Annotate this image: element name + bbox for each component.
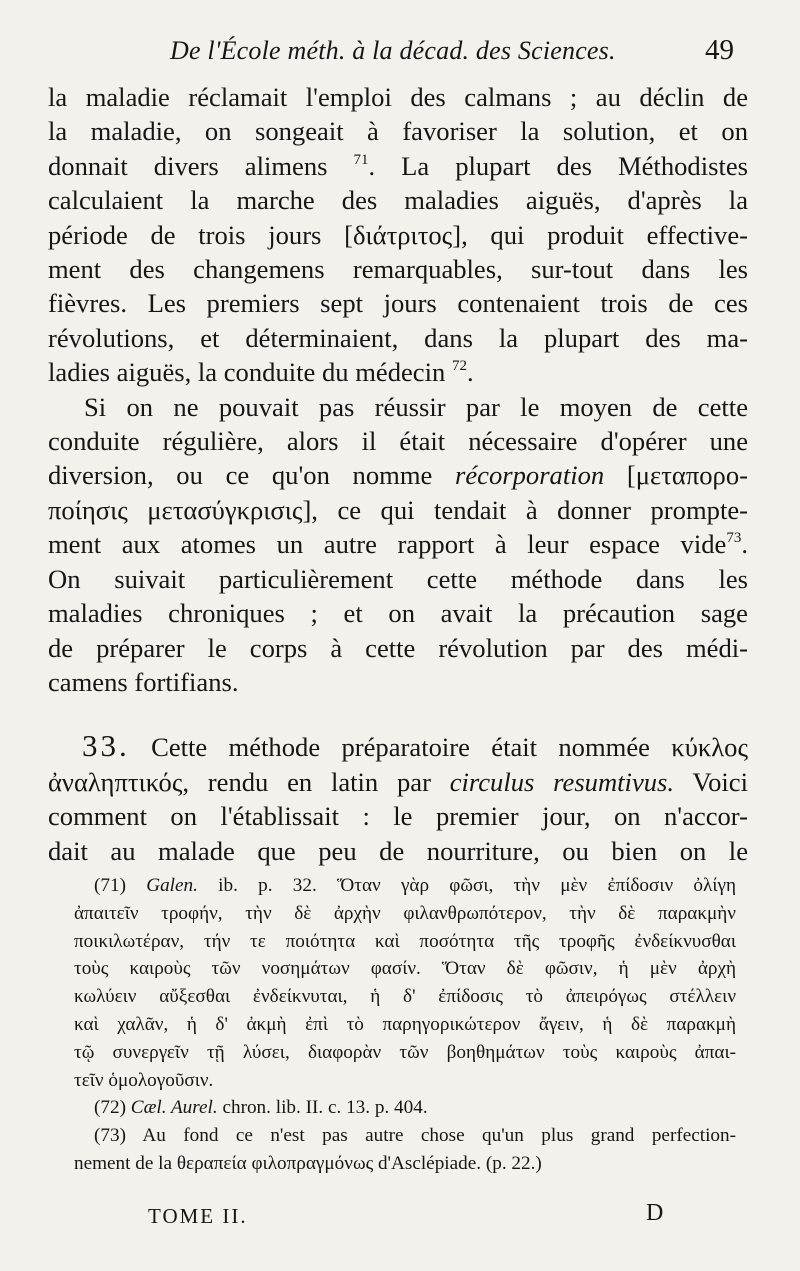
footnote-72: (72) Cæl. Aurel. chron. lib. II. c. 13. p. 404. — [94, 1097, 428, 1119]
running-title: De l'École méth. à la décad. des Sciences. — [170, 36, 616, 65]
section-number: 33. — [82, 728, 130, 764]
text-line: ἀναληπτικός, rendu en latin par circulus resumtivus. Voici — [48, 766, 748, 797]
signature-mark: TOME II. — [148, 1204, 248, 1228]
text-line: ladies aiguës, la conduite du médecin $^{72}$. — [48, 357, 474, 388]
italic-term: récorporation — [455, 460, 605, 491]
text-line: Si on ne pouvait pas réussir par le moyen de cette — [84, 391, 748, 422]
text-line: conduite régulière, alors il était nécessaire d'opérer une — [48, 426, 748, 457]
text-line: camens fortifians. — [48, 666, 239, 697]
footnote-line: nement de la θεραπεία φιλοπραγμόνως d'Asclépiade. (p. 22.) — [74, 1152, 542, 1174]
text-line: ment des changemens remarquables, sur-tout dans les — [48, 254, 748, 285]
text-line: donnait divers alimens $^{71}$. La plupart des Méthodistes — [48, 150, 748, 181]
footnote-line: κωλύειν αὔξεσθαι ἐνδείκνυται, ἡ δ' ἐπίδοσις τὸ ἀπειρόγως στέλλειν — [74, 986, 736, 1008]
footnote-line: τοὺς καιροὺς τῶν νοσημάτων φασίν. Ὅταν δὲ φῶσιν, ἡ μὲν ἀρχὴ — [74, 958, 736, 980]
text-line: comment on l'établissait : le premier jour, on n'accor- — [48, 801, 748, 832]
footnote-line: ἀπαιτεῖν τροφήν, τὴν δὲ ἀρχὴν φιλανθρωπότερον, τὴν δὲ παρακμὴν — [74, 902, 736, 924]
text-line: révolutions, et déterminaient, dans la plupart des ma- — [48, 322, 748, 353]
section-gap — [48, 699, 748, 729]
footnote-marker: (73) — [94, 1125, 126, 1147]
text-line: maladies chroniques ; et on avait la précaution sage — [48, 598, 748, 629]
citation-author: Cæl. Aurel. — [130, 1097, 218, 1119]
text-line: diversion, ou ce qu'on nomme récorporation [μεταπορο- — [48, 460, 748, 491]
main-text — [48, 80, 748, 868]
page-number: 49 — [705, 34, 734, 66]
footnote-71: (71) Galen. ib. p. 32. Ὅταν γὰρ φῶσι, τὴν μὲν ἐπίδοσιν ὀλίγη — [94, 875, 737, 896]
footnote-ref-73: 73 — [726, 530, 742, 547]
footnote-marker: (71) — [94, 875, 126, 896]
footnote-marker: (72) — [94, 1097, 126, 1119]
text-line: calculaient la marche des maladies aiguës, d'après la — [48, 185, 748, 216]
text-line: 33. Cette méthode préparatoire était nommée κύκλος — [82, 728, 748, 764]
text-line: ment aux atomes un autre rapport à leur espace vide$^{73}$. — [48, 529, 748, 560]
text-line: fièvres. Les premiers sept jours contenaient trois de ces — [48, 288, 748, 319]
running-header — [40, 36, 740, 76]
text-line: dait au malade que peu de nourriture, ou bien on le — [48, 835, 748, 866]
citation-author: Galen. — [146, 875, 198, 896]
footnote-ref-71: 71 — [353, 151, 369, 168]
footnote-ref-72: 72 — [451, 358, 467, 375]
footnote-line: καὶ χαλᾶν, ἡ δ' ἀκμὴ ἐπὶ τὸ παρηγορικώτερον ἄγειν, ἡ δὲ παρακμὴ — [74, 1013, 736, 1035]
text-line: On suivait particulièrement cette méthode dans les — [48, 563, 748, 594]
text-line: ποίησις μετασύγκρισις], ce qui tendait à donner prompte- — [48, 494, 748, 525]
text-line: période de trois jours [διάτριτος], qui produit effective- — [48, 219, 748, 250]
text-line: de préparer le corps à cette révolution par des médi- — [48, 632, 748, 663]
footnote-line: ποικιλωτέραν, τήν τε ποιότητα καὶ ποσότητα τῆς τροφῆς ἐνδείκνυσθαι — [74, 930, 736, 952]
footnotes — [74, 872, 736, 1178]
text-line: la maladie, on songeait à favoriser la solution, et on — [48, 116, 748, 147]
footnote-73: (73) Au fond ce n'est pas autre chose qu'un plus grand perfection- — [94, 1125, 737, 1147]
italic-term: circulus resumtivus. — [449, 766, 675, 797]
footnote-line: τεῖν ὁμολογοῦσιν. — [74, 1069, 214, 1091]
footnote-line: τῷ συνεργεῖν τῇ λύσει, διαφορὰν τῶν βοηθημάτων τοὺς καιροὺς ἀπαι- — [74, 1041, 736, 1063]
gathering-letter: D — [646, 1200, 664, 1226]
text-line: la maladie réclamait l'emploi des calmans ; au déclin de — [48, 82, 748, 112]
